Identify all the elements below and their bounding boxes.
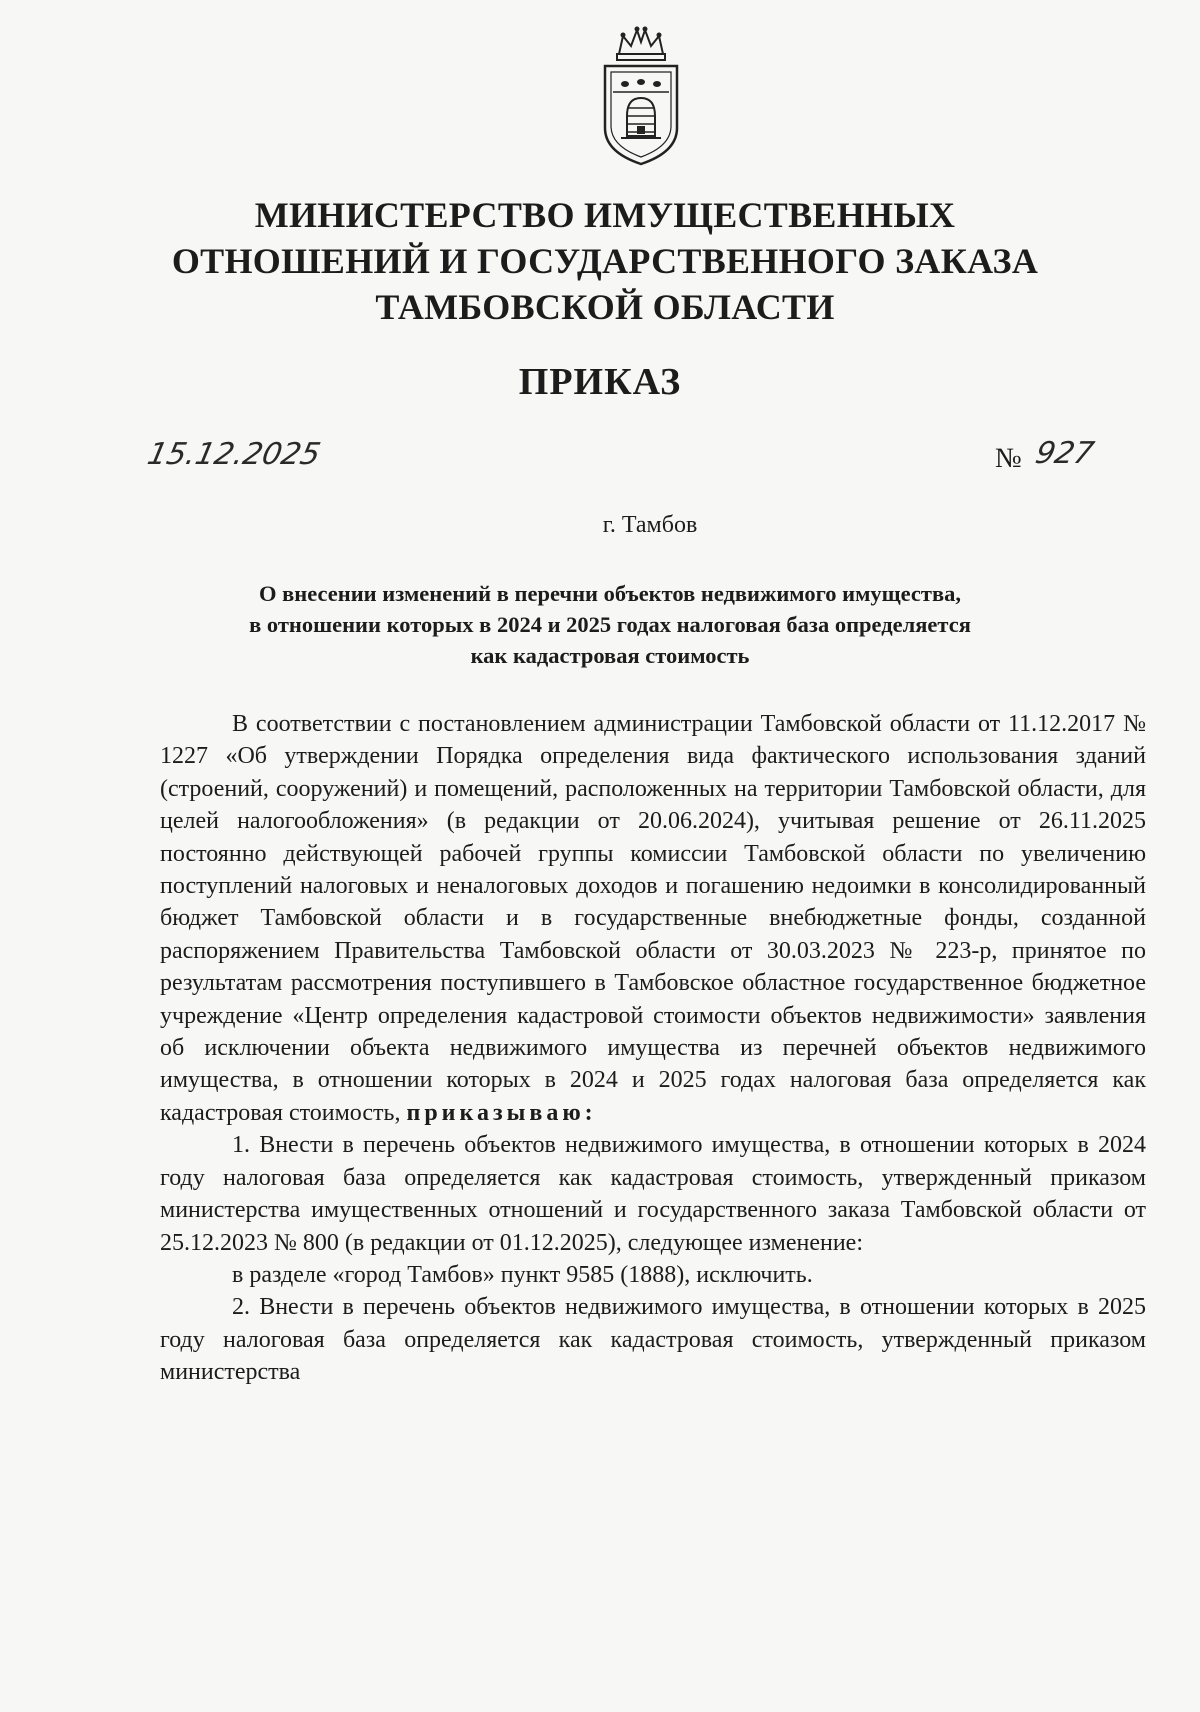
order-number-label: № [995, 443, 1022, 474]
order-word: приказываю: [406, 1099, 597, 1126]
subject-line: как кадастровая стоимость [470, 643, 750, 668]
preamble-paragraph [160, 708, 1146, 1129]
item-1-change: в разделе «город Тамбов» пункт 9585 (1888), исключить. [232, 1261, 813, 1288]
subject-line: О внесении изменений в перечни объектов недвижимого имущества, [259, 581, 961, 606]
order-date: 15.12.2025 [144, 437, 324, 472]
ministry-line: ТАМБОВСКОЙ ОБЛАСТИ [375, 287, 835, 327]
ministry-line: МИНИСТЕРСТВО ИМУЩЕСТВЕННЫХ [254, 195, 956, 235]
ministry-name [150, 192, 1060, 330]
item-2-paragraph: 2. Внести в перечень объектов недвижимого имущества, в отношении которых в 2025 году налоговая база определяется как кадастровая стоимость, утвержденный приказом министерства [160, 1294, 1146, 1386]
city: г. Тамбов [602, 512, 698, 538]
ministry-line: ОТНОШЕНИЙ И ГОСУДАРСТВЕННОГО ЗАКАЗА [171, 241, 1039, 281]
item-1-paragraph: 1. Внести в перечень объектов недвижимого имущества, в отношении которых в 2024 году налоговая база определяется как кадастровая стоимость, утвержденный приказом министерства имущественных отношений и государственного заказа Тамбовской области от 25.12.2023 № 800 (в редакции от 01.12.2025), следующее изменение: [160, 1132, 1146, 1256]
order-number: 927 [1032, 436, 1097, 471]
order-subject [160, 578, 1060, 671]
tambov-coat-of-arms-icon [597, 24, 685, 168]
preamble-text: В соответствии с постановлением администрации Тамбовской области от 11.12.2017 № 1227 «Об утверждении Порядка определения вида фактического использования зданий (строений, сооружений) и помещений, расположенных на территории Тамбовской области, для целей налогообложения» (в редакции от 20.06.2024), учитывая решение от 26.11.2025 постоянно действующей рабочей группы комиссии Тамбовской области по увеличению поступлений налоговых и неналоговых доходов и погашению недоимки в консолидированный бюджет Тамбовской области и в государственные внебюджетные фонды, созданной распоряжением Правительства Тамбовской области от 30.03.2023 № 223-р, принятое по результатам рассмотрения поступившего в Тамбовское областное государственное бюджетное учреждение «Центр определения кадастровой стоимости объектов недвижимости» заявления об исключении объекта недвижимого имущества из перечней объектов недвижимого имущества, в отношении которых в 2024 и 2025 годах налоговая база определяется как кадастровая стоимость, [160, 711, 1146, 1126]
order-title: ПРИКАЗ [518, 361, 682, 403]
order-body [160, 708, 1146, 1389]
subject-line: в отношении которых в 2024 и 2025 годах налоговая база определяется [249, 612, 971, 637]
